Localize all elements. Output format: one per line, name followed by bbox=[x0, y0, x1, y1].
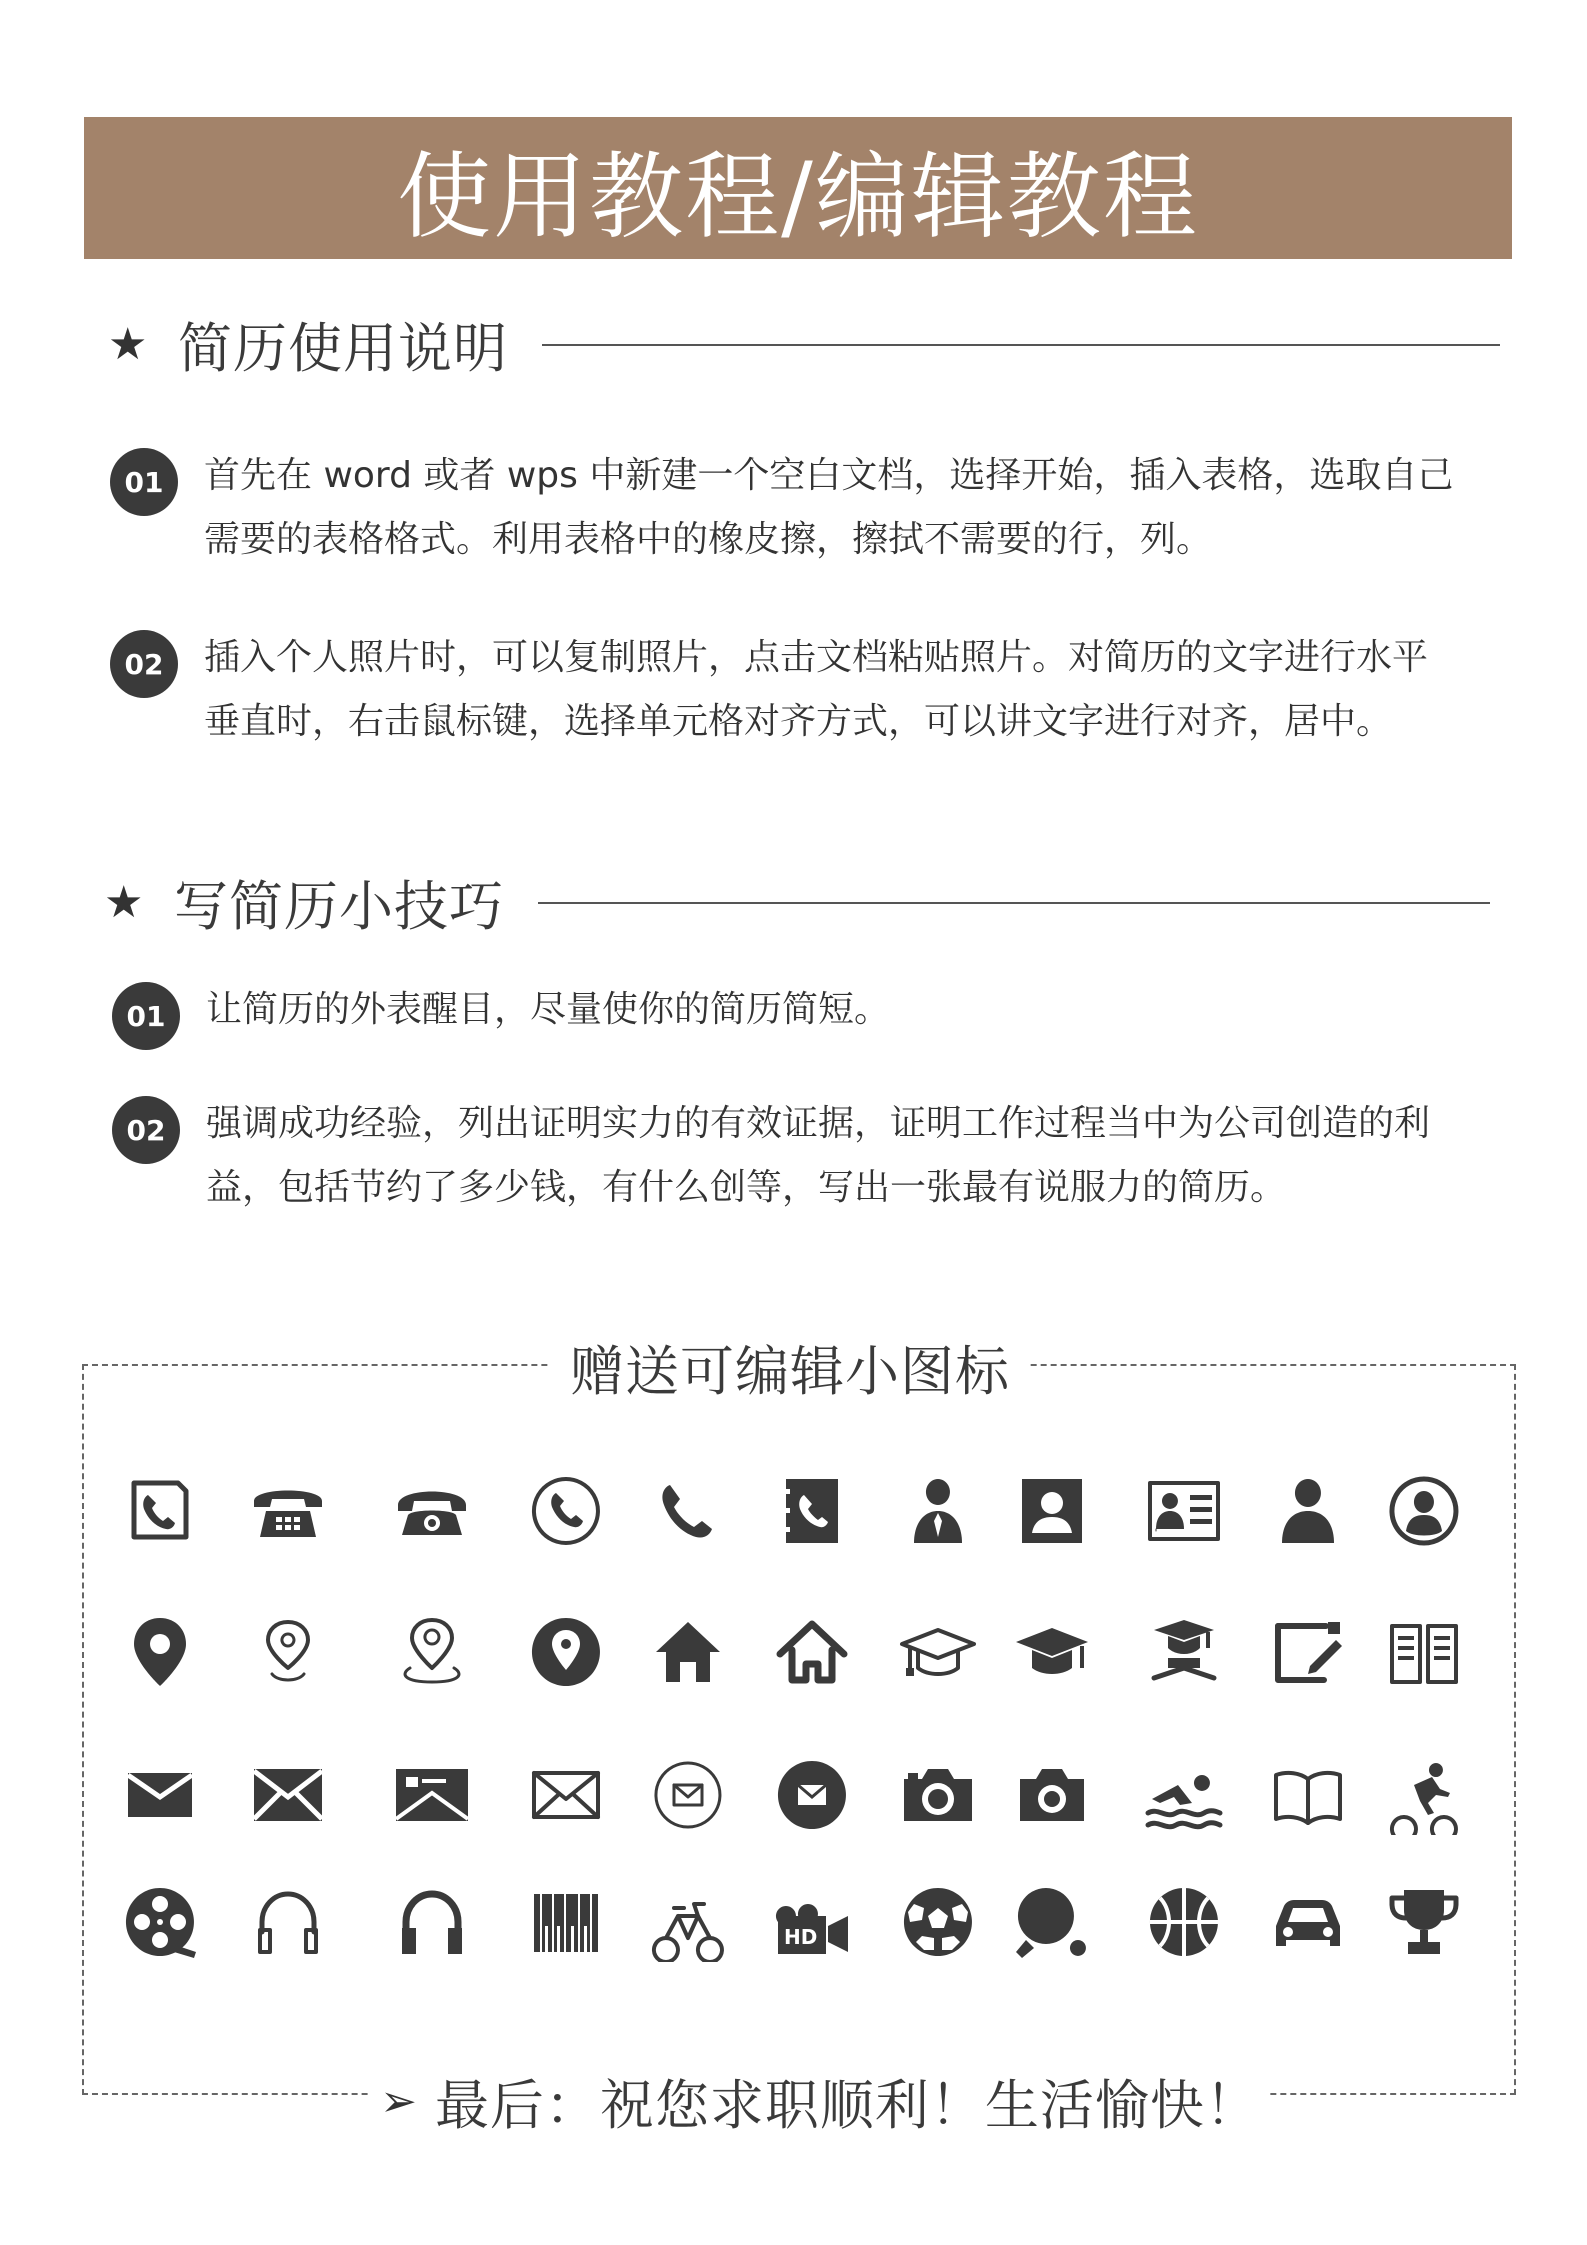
headphones-icon bbox=[392, 1882, 472, 1962]
item-line: 益，包括节约了多少钱，有什么创等，写出一张最有说服力的简历。 bbox=[206, 1167, 1287, 1208]
piano-keys-icon bbox=[526, 1882, 606, 1962]
edit-window-icon bbox=[1268, 1612, 1348, 1692]
icon-section-title: 赠送可编辑小图标 bbox=[550, 1336, 1030, 1408]
book-open-list-icon bbox=[1384, 1612, 1464, 1692]
item-text bbox=[204, 444, 1453, 572]
phone-circle-outline-icon bbox=[526, 1471, 606, 1551]
svg-text:HD: HD bbox=[784, 1925, 818, 1949]
number-badge: 02 bbox=[112, 1096, 180, 1164]
number-badge: 01 bbox=[112, 982, 180, 1050]
envelope-solid-icon bbox=[120, 1755, 200, 1835]
envelope-stamp-icon bbox=[392, 1755, 472, 1835]
envelope-outline-icon bbox=[526, 1755, 606, 1835]
star-icon: ★ bbox=[108, 319, 148, 370]
camera-icon bbox=[1012, 1755, 1092, 1835]
footer-text: 最后：祝您求职顺利！生活愉快！ bbox=[434, 2073, 1260, 2137]
headphones-outline-icon bbox=[248, 1882, 328, 1962]
item-line: 插入个人照片时，可以复制照片，点击文档粘贴照片。对简历的文字进行水平 bbox=[204, 637, 1429, 678]
car-icon bbox=[1268, 1882, 1348, 1962]
item-text bbox=[206, 1092, 1430, 1220]
number-badge: 02 bbox=[110, 630, 178, 698]
footer-message bbox=[370, 2066, 1270, 2136]
number-badge: 01 bbox=[110, 448, 178, 516]
user-circle-icon bbox=[1384, 1471, 1464, 1551]
location-pin-ring-icon bbox=[392, 1612, 472, 1692]
star-icon: ★ bbox=[104, 877, 144, 928]
person-icon bbox=[1268, 1471, 1348, 1551]
item-line: 首先在 word 或者 wps 中新建一个空白文档，选择开始，插入表格，选取自己 bbox=[204, 455, 1454, 496]
camera-solid-icon bbox=[898, 1755, 978, 1835]
location-pin-outline-icon bbox=[248, 1612, 328, 1692]
arrow-icon: ➢ bbox=[380, 2075, 417, 2127]
graduation-cap-icon bbox=[1012, 1612, 1092, 1692]
list-item bbox=[110, 626, 1428, 754]
list-item bbox=[110, 444, 1453, 572]
telephone-icon bbox=[248, 1471, 328, 1551]
envelope-circle-icon bbox=[772, 1755, 852, 1835]
item-line: 垂直时，右击鼠标键，选择单元格对齐方式，可以讲文字进行对齐，居中。 bbox=[204, 701, 1393, 742]
ping-pong-icon bbox=[1012, 1882, 1092, 1962]
location-circle-icon bbox=[526, 1612, 606, 1692]
contact-card-icon bbox=[1012, 1471, 1092, 1551]
envelope-open-icon bbox=[248, 1755, 328, 1835]
trophy-icon bbox=[1384, 1882, 1464, 1962]
section-header-usage bbox=[108, 306, 1500, 383]
film-reel-icon bbox=[120, 1882, 200, 1962]
item-text bbox=[206, 978, 890, 1042]
section-header-tips bbox=[104, 864, 1490, 941]
id-card-icon bbox=[1144, 1471, 1224, 1551]
section-divider bbox=[542, 344, 1500, 346]
hd-camera-icon bbox=[772, 1882, 852, 1962]
basketball-icon bbox=[1144, 1882, 1224, 1962]
rotary-phone-icon bbox=[392, 1471, 472, 1551]
home-solid-icon bbox=[648, 1612, 728, 1692]
item-text bbox=[204, 626, 1428, 754]
list-item bbox=[112, 978, 890, 1050]
home-outline-icon bbox=[772, 1612, 852, 1692]
open-book-icon bbox=[1268, 1755, 1348, 1835]
cyclist-icon bbox=[1384, 1755, 1464, 1835]
graduation-cap-outline-icon bbox=[898, 1612, 978, 1692]
page-title: 使用教程/编辑教程 bbox=[397, 142, 1199, 252]
phone-handset-icon bbox=[648, 1471, 728, 1551]
list-item bbox=[112, 1092, 1430, 1220]
item-line: 强调成功经验，列出证明实力的有效证据，证明工作过程当中为公司创造的利 bbox=[206, 1103, 1431, 1144]
section-title: 简历使用说明 bbox=[178, 317, 508, 380]
section-divider bbox=[538, 902, 1490, 904]
bicycle-icon bbox=[648, 1882, 728, 1962]
location-pin-icon bbox=[120, 1612, 200, 1692]
graduate-diploma-icon bbox=[1144, 1612, 1224, 1692]
phone-box-icon bbox=[120, 1471, 200, 1551]
envelope-circle-outline-icon bbox=[648, 1755, 728, 1835]
swimmer-icon bbox=[1144, 1755, 1224, 1835]
soccer-ball-icon bbox=[898, 1882, 978, 1962]
title-banner bbox=[84, 117, 1512, 259]
item-line: 需要的表格格式。利用表格中的橡皮擦，擦拭不需要的行，列。 bbox=[204, 519, 1213, 560]
phone-book-icon bbox=[772, 1471, 852, 1551]
section-title: 写简历小技巧 bbox=[174, 875, 504, 938]
person-tie-icon bbox=[898, 1471, 978, 1551]
item-line: 让简历的外表醒目，尽量使你的简历简短。 bbox=[206, 989, 891, 1030]
